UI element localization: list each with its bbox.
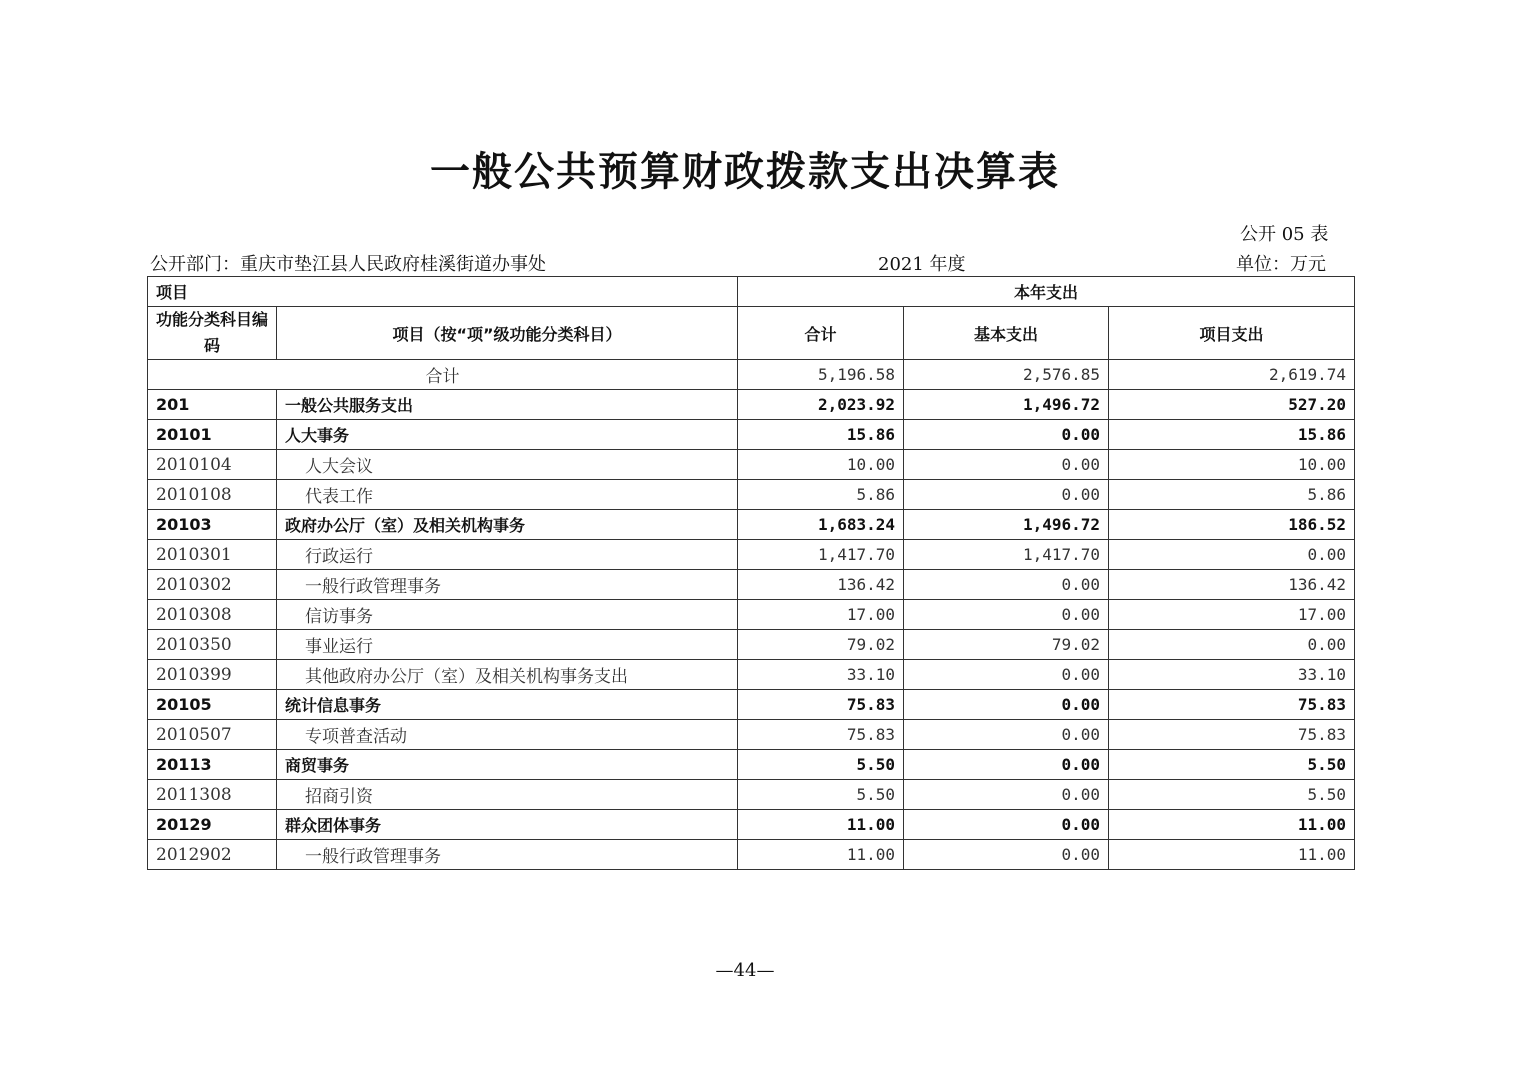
cell-project: 11.00 (1109, 840, 1355, 870)
cell-basic: 0.00 (904, 450, 1109, 480)
budget-table (147, 276, 1355, 870)
table-row (148, 810, 1355, 840)
cell-project: 5.50 (1109, 780, 1355, 810)
cell-code: 2010302 (148, 570, 277, 600)
cell-name: 统计信息事务 (277, 690, 738, 720)
cell-name: 其他政府办公厅（室）及相关机构事务支出 (277, 660, 738, 690)
cell-total: 11.00 (738, 840, 904, 870)
cell-basic: 1,417.70 (904, 540, 1109, 570)
cell-total: 1,417.70 (738, 540, 904, 570)
table-row (148, 510, 1355, 540)
cell-name: 行政运行 (277, 540, 738, 570)
cell-code: 2010104 (148, 450, 277, 480)
cell-name: 一般公共服务支出 (277, 390, 738, 420)
cell-name: 一般行政管理事务 (277, 570, 738, 600)
cell-total: 75.83 (738, 690, 904, 720)
cell-name: 人大会议 (277, 450, 738, 480)
cell-project: 75.83 (1109, 720, 1355, 750)
cell-basic: 0.00 (904, 720, 1109, 750)
cell-basic: 0.00 (904, 420, 1109, 450)
cell-project: 527.20 (1109, 390, 1355, 420)
cell-name: 人大事务 (277, 420, 738, 450)
cell-code: 20101 (148, 420, 277, 450)
table-row (148, 390, 1355, 420)
cell-project: 10.00 (1109, 450, 1355, 480)
cell-basic: 1,496.72 (904, 390, 1109, 420)
cell-code: 2010301 (148, 540, 277, 570)
table-row (148, 450, 1355, 480)
total-project: 2,619.74 (1109, 360, 1355, 390)
department: 公开部门：重庆市垫江县人民政府桂溪街道办事处 (150, 254, 546, 275)
cell-total: 2,023.92 (738, 390, 904, 420)
cell-total: 75.83 (738, 720, 904, 750)
table-row (148, 570, 1355, 600)
cell-code: 20129 (148, 810, 277, 840)
cell-code: 2010507 (148, 720, 277, 750)
cell-project: 5.86 (1109, 480, 1355, 510)
cell-basic: 0.00 (904, 780, 1109, 810)
cell-project: 0.00 (1109, 630, 1355, 660)
cell-basic: 0.00 (904, 480, 1109, 510)
cell-name: 招商引资 (277, 780, 738, 810)
cell-project: 0.00 (1109, 540, 1355, 570)
cell-total: 5.50 (738, 750, 904, 780)
cell-name: 商贸事务 (277, 750, 738, 780)
total-total: 5,196.58 (738, 360, 904, 390)
cell-project: 15.86 (1109, 420, 1355, 450)
cell-total: 10.00 (738, 450, 904, 480)
cell-total: 5.50 (738, 780, 904, 810)
cell-name: 事业运行 (277, 630, 738, 660)
cell-total: 1,683.24 (738, 510, 904, 540)
cell-name: 信访事务 (277, 600, 738, 630)
cell-total: 17.00 (738, 600, 904, 630)
cell-project: 33.10 (1109, 660, 1355, 690)
cell-basic: 0.00 (904, 690, 1109, 720)
table-row (148, 690, 1355, 720)
cell-code: 2010308 (148, 600, 277, 630)
cell-code: 2010108 (148, 480, 277, 510)
header-code: 功能分类科目编码 (148, 307, 277, 360)
table-row (148, 420, 1355, 450)
cell-project: 75.83 (1109, 690, 1355, 720)
cell-total: 136.42 (738, 570, 904, 600)
cell-code: 2011308 (148, 780, 277, 810)
table-row (148, 720, 1355, 750)
cell-code: 201 (148, 390, 277, 420)
cell-name: 专项普查活动 (277, 720, 738, 750)
cell-code: 20113 (148, 750, 277, 780)
table-row (148, 840, 1355, 870)
cell-basic: 0.00 (904, 660, 1109, 690)
table-row (148, 780, 1355, 810)
cell-basic: 0.00 (904, 810, 1109, 840)
form-number: 公开 05 表 (1240, 224, 1329, 245)
cell-basic: 0.00 (904, 750, 1109, 780)
cell-project: 136.42 (1109, 570, 1355, 600)
cell-total: 5.86 (738, 480, 904, 510)
cell-code: 2010399 (148, 660, 277, 690)
cell-code: 20105 (148, 690, 277, 720)
cell-code: 2010350 (148, 630, 277, 660)
header-row-2 (148, 307, 1355, 360)
header-basic: 基本支出 (904, 307, 1109, 360)
cell-total: 33.10 (738, 660, 904, 690)
cell-code: 20103 (148, 510, 277, 540)
cell-project: 17.00 (1109, 600, 1355, 630)
cell-project: 11.00 (1109, 810, 1355, 840)
cell-name: 群众团体事务 (277, 810, 738, 840)
header-current-year: 本年支出 (738, 277, 1355, 307)
cell-basic: 79.02 (904, 630, 1109, 660)
cell-project: 5.50 (1109, 750, 1355, 780)
table-row (148, 600, 1355, 630)
header-row-1 (148, 277, 1355, 307)
table-row (148, 630, 1355, 660)
table-row (148, 480, 1355, 510)
table-row (148, 750, 1355, 780)
page-title: 一般公共预算财政拨款支出决算表 (430, 148, 1060, 195)
total-row (148, 360, 1355, 390)
cell-basic: 1,496.72 (904, 510, 1109, 540)
cell-name: 一般行政管理事务 (277, 840, 738, 870)
cell-total: 15.86 (738, 420, 904, 450)
cell-basic: 0.00 (904, 570, 1109, 600)
cell-total: 79.02 (738, 630, 904, 660)
cell-name: 代表工作 (277, 480, 738, 510)
header-name: 项目（按“项”级功能分类科目） (277, 307, 738, 360)
cell-project: 186.52 (1109, 510, 1355, 540)
table-row (148, 540, 1355, 570)
total-label: 合计 (148, 360, 738, 390)
page-number: —44— (715, 960, 775, 981)
cell-total: 11.00 (738, 810, 904, 840)
cell-basic: 0.00 (904, 840, 1109, 870)
cell-name: 政府办公厅（室）及相关机构事务 (277, 510, 738, 540)
unit-label: 单位：万元 (1236, 254, 1326, 275)
header-project-exp: 项目支出 (1109, 307, 1355, 360)
fiscal-year: 2021 年度 (878, 254, 966, 275)
header-total: 合计 (738, 307, 904, 360)
table-row (148, 660, 1355, 690)
cell-basic: 0.00 (904, 600, 1109, 630)
header-project: 项目 (148, 277, 738, 307)
cell-code: 2012902 (148, 840, 277, 870)
total-basic: 2,576.85 (904, 360, 1109, 390)
